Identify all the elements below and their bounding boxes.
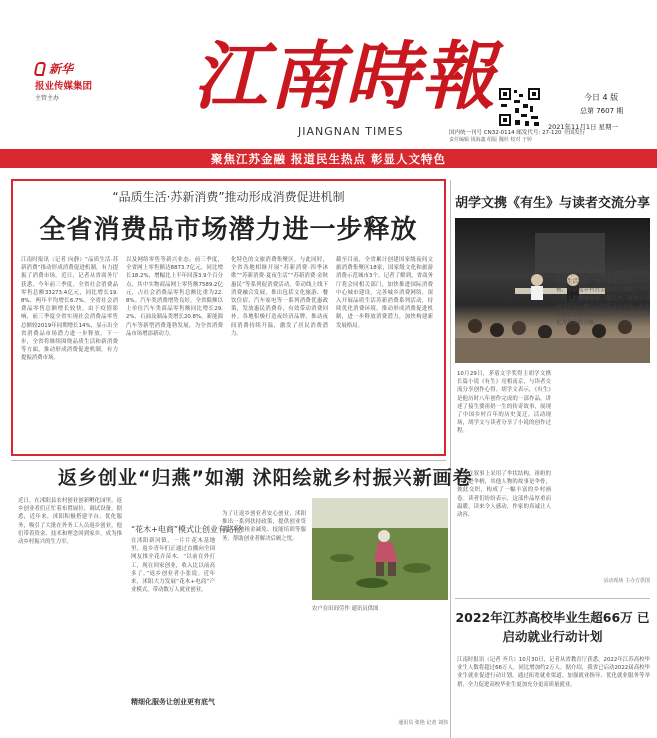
- edition-info: [548, 92, 646, 131]
- section2-photo-caption: 农户在田间劳作 通讯员供图: [312, 606, 379, 612]
- issue-number: 总第 7607 期: [580, 107, 624, 115]
- qr-code-icon: [497, 86, 542, 128]
- section2-subhead-2: 精细化服务让创业更有底气: [131, 698, 215, 706]
- publication-code: 国内统一刊号 CN32-0114 邮发代号: 27-120 全国发行: [449, 130, 586, 136]
- page-count: 今日 4 版: [584, 93, 619, 102]
- publish-date: 2021年11月1日 星期一: [548, 123, 619, 131]
- sidebar-caption: 活动现场 主办方供图: [603, 578, 650, 584]
- lead-column-2: 以及网络零售等新兴业态。前三季度，全省网上零售额达8873.7亿元，同比增长18.2%，增幅比上半年回落3.9个百分点，其中实物商品网上零售额7589.2亿元，占社会消费品零售总额比重为22.8%。汽车类消费增势良好，全省限额以上单位汽车类商品零售额同比增长29.2%，石油及制品类增长20.8%，新能源汽车等新型消费蓬勃发展，为全省消费品市场增添新动力。: [126, 257, 223, 337]
- logo-line3: 主管主办: [35, 95, 60, 102]
- paper-title: 江南時報: [193, 34, 497, 120]
- sidebar-column-1: 10月29日，茅盾文学奖得主胡学文携长篇小说《有生》亮相南京，与读者交流分享创作心得。胡学文表示，《有生》是他历时八年创作完成的一部作品，讲述了接生婆祖奶一生的传奇故事，展现了中国乡村百年的历史变迁。活动现场，胡学文与读者分享了小说的创作过程。: [457, 371, 551, 435]
- slogan-bar: 聚焦江苏金融 报道民生热点 彰显人文特色: [0, 149, 657, 168]
- sidebar-column-2: 胡学文介绍，祖奶这个人物的原型来自他的生活经验，他希望通过这样一个人物，串联起乡村社会的方方面面，写出一代人的精神面貌。他认为，好的小说应当写出人物内心的复杂与丰富，作家要有耐心倾听生活的声音，并把它们转化为文学的力量。: [556, 271, 650, 327]
- employment-body: 江南时报讯（记者 齐兵）10月30日，记者从省教育厅获悉，2022年江苏高校毕业生人数将超过66万人，同比增加约2万人。据介绍，我省已启动2022届高校毕业生就业促进行动计划，通过拓宽就业渠道、加强就业指导、优化就业服务等举措，全力促进高校毕业生更加充分更高质量就业。: [457, 657, 650, 688]
- farm-photo: [312, 498, 448, 600]
- sidebar-headline[interactable]: 胡学文携《有生》与读者交流分享: [455, 196, 651, 211]
- publication-info: [449, 130, 649, 144]
- lead-column-4: 截至目前，全省累计创建国家级夜间文旅消费集聚区18家，国家级文化和旅游消费示范城市3个。记者了解到，省商务厅将会同相关部门，加快推进国际消费中心城市建设，完善城乡消费网络，深入开展品质生活苏新消费系列活动，持续优化消费环境，推动形成消费促进机制，进一步释放消费潜力，加快构建新发展格局。: [336, 257, 433, 329]
- editors-line: 责任编辑 钱海鑫 组版 魏杉 校对 于婷: [449, 137, 532, 143]
- lead-subtitle: “品质生活·苏新消费”推动形成消费促进机制: [112, 190, 345, 204]
- logo-line1: 新华: [49, 62, 74, 76]
- sidebar-column-3: 小说在叙事上采用了伞状结构，祖奶的讲述是伞柄，其他人物的故事是伞骨，彼此交织，构成了一幅丰富的乡村画卷。读者们纷纷表示，这部作品厚重而温暖，读来令人感动，作家的真诚让人动容。: [457, 471, 551, 519]
- lead-column-1: 江南时报讯（记者 向静）“品质生活·苏新消费”推动形成消费促进机制，有力提振了消费市场。近日，记者从省商务厅获悉，今年前三季度，全省社会消费品零售总额33273.4亿元，同比增长19.8%，两年平均增长6.7%。全省社会消费品零售总额增长较快，由于疫情影响，前三季度全省实现社会消费品零售总额较2019年同期增长14%，显示出全省消费品市场潜力进一步释放。下一步，全省将继续围绕品质生活和新消费等方面，推动形成消费促进机制，有力提振消费市场。: [21, 257, 118, 362]
- lead-column-3: 化特色的文旅消费集聚区，与此同时，全省各地相继开展“苏新消费·四季沐歌”“苏新消费·夏夜生活”“苏新消费·金秋惠民”等系列促消费活动，带动线上线下消费融合发展，推出包括文化旅游、餐饮住宿、汽车家电等一系列消费优惠政策，发放惠民消费券，有效带动消费回补。各地积极打造夜经济品牌，推动夜间消费持续升温，激发了居民消费潜力。: [231, 257, 328, 337]
- section-divider: [11, 460, 446, 461]
- section2-subhead: “花木+电商”模式让创业有路径: [131, 525, 242, 534]
- section2-subhead2-text: 为了让返乡创业者安心创业，沭阳推出一系列扶持政策，提供创业贷款、场地租金减免、技能培训等服务，帮助创业者解决后顾之忧。: [222, 511, 306, 542]
- section2-subhead-text: 在沭阳新河镇，一片片花木基地里，返乡青年们正通过直播向全国网友推介花卉苗木。“以前在外打工，现在回家创业，收入比以前高多了。”返乡创业者小张说。近年来，沭阳大力发展“花木+电商”产业模式，带动数万人就业创业。: [131, 538, 215, 594]
- section2-byline: 通讯员 张艳 记者 刘伟: [398, 720, 448, 726]
- xinhua-logo-mark: [34, 62, 47, 76]
- section2-headline[interactable]: 返乡创业“归燕”如潮 沭阳绘就乡村振兴新画卷: [58, 467, 473, 489]
- article-divider: [455, 598, 650, 599]
- column-divider: [450, 180, 451, 738]
- publisher-logo: [35, 60, 130, 135]
- employment-headline[interactable]: 2022年江苏高校毕业生超66万 已启动就业行动计划: [455, 610, 650, 644]
- logo-line2: 报业传媒集团: [35, 81, 93, 92]
- paper-roman-title: JIANGNAN TIMES: [298, 125, 404, 138]
- section2-lead-text: 近日，在沭阳县农村创业创新孵化园里，返乡创业者们正忙着布置展位、调试设备。据悉，近年来，沭阳积极搭建平台、优化服务，吸引了大批在外务工人员返乡创业，他们带着资金、技术和理念回到家乡，成为推动乡村振兴的生力军。: [18, 498, 122, 546]
- lead-story: [11, 179, 446, 456]
- lead-headline[interactable]: 全省消费品市场潜力进一步释放: [39, 215, 418, 245]
